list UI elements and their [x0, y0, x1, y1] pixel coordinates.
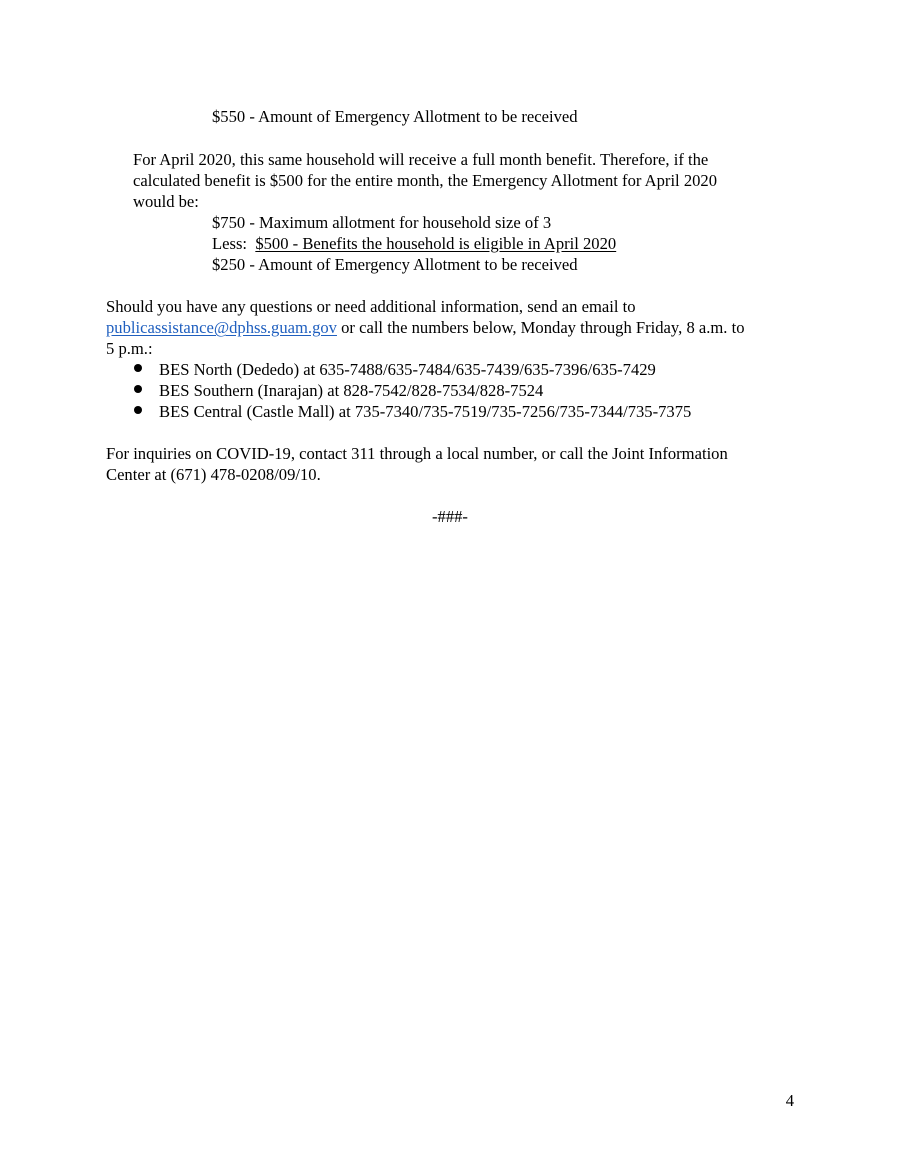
bullet-icon — [134, 385, 142, 393]
bullet-icon — [134, 364, 142, 372]
office-southern: BES Southern (Inarajan) at 828-7542/828-7534/828-7524 — [159, 381, 544, 400]
allotment-received-line: $550 - Amount of Emergency Allotment to be received — [212, 107, 578, 126]
office-north: BES North (Dededo) at 635-7488/635-7484/635-7439/635-7396/635-7429 — [159, 360, 656, 379]
end-marker: -###- — [432, 507, 468, 526]
contact-paragraph-line-2 — [106, 317, 745, 338]
april-paragraph-line-2: calculated benefit is $500 for the entire month, the Emergency Allotment for April 2020 — [133, 171, 718, 190]
max-allotment-line: $750 - Maximum allotment for household size of 3 — [212, 213, 552, 232]
bullet-icon — [134, 406, 142, 414]
covid-paragraph-line-1: For inquiries on COVID-19, contact 311 through a local number, or call the Joint Information — [106, 444, 728, 463]
less-prefix: Less: — [212, 234, 256, 253]
less-benefits-line — [212, 233, 616, 254]
page-number: 4 — [785, 1091, 794, 1110]
april-paragraph-line-1: For April 2020, this same household will receive a full month benefit. Therefore, if the — [133, 150, 709, 169]
email-link[interactable]: publicassistance@dphss.guam.gov — [106, 318, 337, 337]
covid-paragraph-line-2: Center at (671) 478-0208/09/10. — [106, 465, 321, 484]
office-central: BES Central (Castle Mall) at 735-7340/735-7519/735-7256/735-7344/735-7375 — [159, 402, 692, 421]
contact-paragraph-line-1: Should you have any questions or need additional information, send an email to — [106, 297, 636, 316]
april-paragraph-line-3: would be: — [133, 192, 199, 211]
contact-paragraph-line-2-rest: or call the numbers below, Monday through Friday, 8 a.m. to — [336, 318, 745, 337]
less-benefits-amount: $500 - Benefits the household is eligible in April 2020 — [255, 234, 617, 253]
contact-paragraph-line-3: 5 p.m.: — [106, 339, 153, 358]
april-allotment-received-line: $250 - Amount of Emergency Allotment to be received — [212, 255, 578, 274]
